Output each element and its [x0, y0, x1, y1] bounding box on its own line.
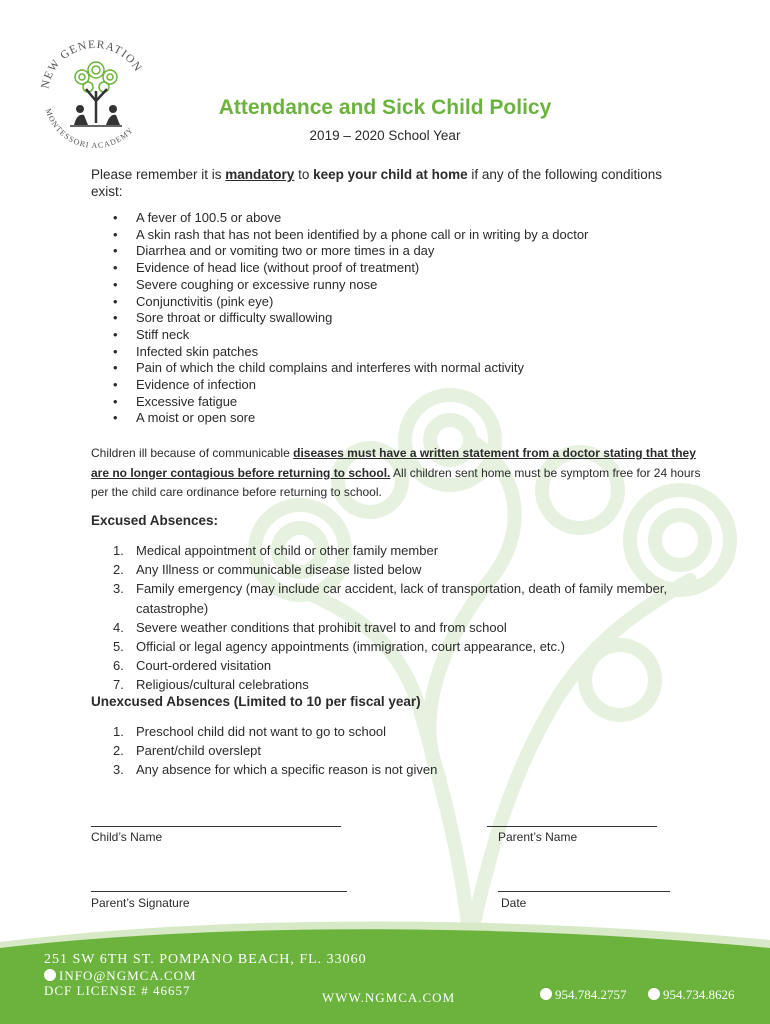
parent-signature-label: Parent’s Signature [91, 896, 190, 910]
item-text: Parent/child overslept [136, 743, 262, 759]
list-item: • Evidence of head lice (without proof of treatment) [91, 260, 691, 277]
footer-fax-text: 954.734.8626 [663, 987, 735, 1002]
list-item: • Infected skin patches [91, 344, 691, 361]
logo-arc-top-text: NEW GENERATION [39, 38, 145, 90]
unexcused-list [91, 722, 691, 780]
item-text: Any Illness or communicable disease listed below [136, 562, 422, 578]
intro-text-1: Please remember it is [91, 167, 226, 182]
list-item [91, 760, 691, 779]
footer-email[interactable] [44, 968, 197, 984]
intro-text-2: to [294, 167, 314, 182]
list-item [91, 618, 691, 637]
date-label: Date [501, 896, 527, 910]
item-text: Court-ordered visitation [136, 658, 272, 674]
item-text: Religious/cultural celebrations [136, 677, 309, 693]
footer-license: DCF LICENSE # 46657 [44, 983, 191, 998]
statement-underlined: diseases must have a written statement from a doctor stating that they are no longer contagious before returning to school. [91, 446, 696, 480]
list-item [91, 722, 691, 741]
footer-website-link[interactable]: WWW.NGMCA.COM [322, 990, 456, 1005]
footer-fax[interactable] [648, 987, 735, 1003]
conditions-list [91, 210, 691, 427]
list-item: • Sore throat or difficulty swallowing [91, 310, 691, 327]
page-title: Attendance and Sick Child Policy [218, 96, 552, 119]
statement-text-2: All children sent home must be symptom free for 24 hours per the child care ordinance before returning to school. [91, 465, 701, 499]
list-item [91, 741, 691, 760]
list-item: • Severe coughing or excessive runny nose [91, 277, 691, 294]
item-text: Severe weather conditions that prohibit travel to and from school [136, 619, 507, 635]
list-item: • Excessive fatigue [91, 394, 691, 411]
list-item [91, 675, 691, 694]
child-name-line[interactable] [91, 826, 341, 827]
item-number: 2. [113, 562, 124, 578]
svg-text:NEW GENERATION [39, 39, 144, 90]
item-number: 4. [113, 619, 124, 635]
item-number: 3. [113, 581, 124, 597]
excused-list [91, 541, 691, 695]
intro-keep-home: keep your child at home [313, 167, 468, 182]
parent-signature-line[interactable] [91, 891, 347, 892]
statement-text-1: Children ill because of communicable [91, 446, 294, 460]
list-item: • Diarrhea and or vomiting two or more times in a day [91, 243, 691, 260]
email-icon [44, 969, 56, 981]
item-text: Official or legal agency appointments (immigration, court appearance, etc.) [136, 639, 565, 655]
list-item [91, 560, 691, 579]
item-text: Medical appointment of child or other family member [136, 543, 439, 558]
list-item: • A moist or open sore [91, 410, 691, 427]
list-item: • Evidence of infection [91, 377, 691, 394]
school-year-subtitle: 2019 – 2020 School Year [309, 128, 461, 143]
footer-phone-text: 954.784.2757 [555, 987, 627, 1002]
footer-email-text: INFO@NGMCA.COM [59, 968, 197, 983]
parent-name-line[interactable] [487, 826, 657, 827]
parent-name-label: Parent’s Name [498, 830, 578, 844]
item-text: Preschool child did not want to go to school [136, 724, 387, 739]
excused-heading: Excused Absences: [91, 513, 219, 528]
list-item: • Conjunctivitis (pink eye) [91, 294, 691, 311]
item-number: 7. [113, 677, 124, 693]
logo-arc-bottom-text: MONTESSORI ACADEMY [43, 107, 136, 151]
item-number: 6. [113, 658, 124, 674]
footer-address: 251 SW 6TH ST. POMPANO BEACH, FL. 33060 [44, 952, 367, 967]
fax-icon [648, 988, 660, 1000]
doctor-statement-paragraph [91, 444, 703, 503]
footer-phone[interactable] [540, 987, 627, 1003]
intro-paragraph [91, 166, 671, 200]
list-item [91, 541, 691, 560]
item-number: 5. [113, 639, 124, 655]
item-text: Any absence for which a specific reason is not given [136, 762, 438, 778]
list-item: • Pain of which the child complains and interferes with normal activity [91, 360, 691, 377]
list-item: • Stiff neck [91, 327, 691, 344]
phone-icon [540, 988, 552, 1000]
list-item: • A skin rash that has not been identified by a phone call or in writing by a doctor [91, 227, 691, 244]
list-item [91, 656, 691, 675]
date-line[interactable] [498, 891, 670, 892]
child-name-label: Child’s Name [91, 830, 163, 844]
intro-mandatory: mandatory [225, 167, 295, 182]
item-number: 3. [113, 762, 124, 778]
list-item [91, 579, 691, 617]
item-number: 2. [113, 743, 124, 759]
intro-text-3: if any of the following conditions exist: [91, 167, 663, 199]
item-number: 1. [113, 724, 124, 739]
unexcused-heading: Unexcused Absences (Limited to 10 per fiscal year) [91, 694, 421, 709]
item-text: Family emergency (may include car accident, lack of transportation, death of family member, catastrophe) [136, 581, 668, 616]
item-number: 1. [113, 543, 124, 558]
list-item [91, 637, 691, 656]
list-item: • A fever of 100.5 or above [91, 210, 691, 227]
